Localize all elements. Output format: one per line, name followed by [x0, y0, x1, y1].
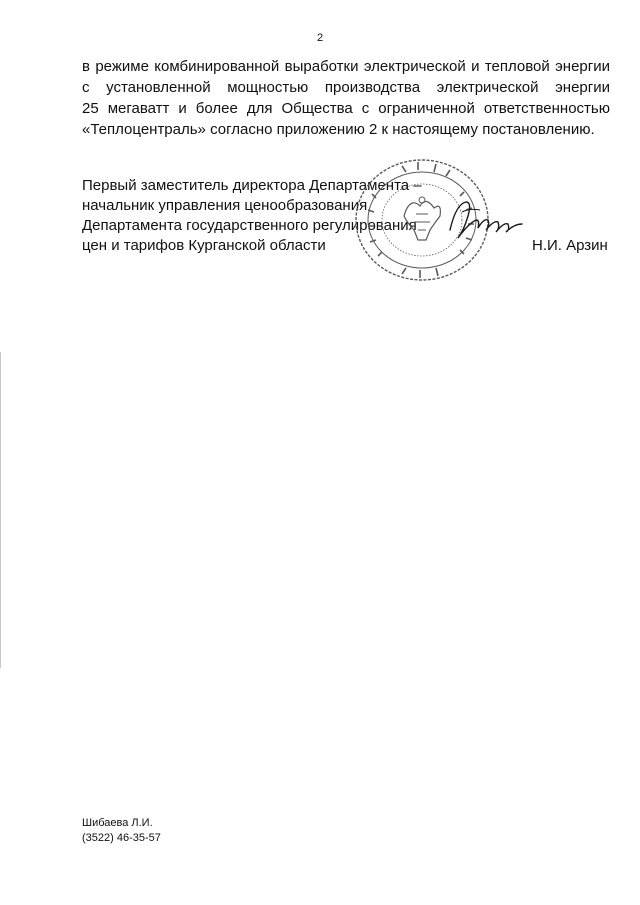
page-number: 2: [316, 32, 324, 44]
body-line: «Теплоцентраль» согласно приложению 2 к настоящему постановлению.: [82, 121, 595, 138]
signatory-title-line: Департамента государственного регулирования: [82, 217, 417, 234]
handwritten-signature: [444, 194, 526, 246]
signatory-title-line: начальник управления ценообразования: [82, 197, 368, 214]
signatory-title-line: цен и тарифов Курганской области: [82, 237, 326, 254]
scan-edge-mark: [0, 352, 1, 668]
executor-phone: (3522) 46-35-57: [82, 832, 161, 844]
body-line: с установленной мощностью производства электрической энергии: [82, 79, 610, 96]
body-line: в режиме комбинированной выработки электрической и тепловой энергии: [82, 58, 610, 75]
executor-name: Шибаева Л.И.: [82, 817, 153, 829]
signatory-name: Н.И. Арзин: [532, 237, 608, 254]
signatory-title-line: Первый заместитель директора Департамента –: [82, 177, 422, 194]
body-paragraph: [82, 56, 610, 140]
executor-contact: [82, 816, 161, 846]
body-line: 25 мегаватт и более для Общества с ограниченной ответственностью: [82, 100, 610, 117]
